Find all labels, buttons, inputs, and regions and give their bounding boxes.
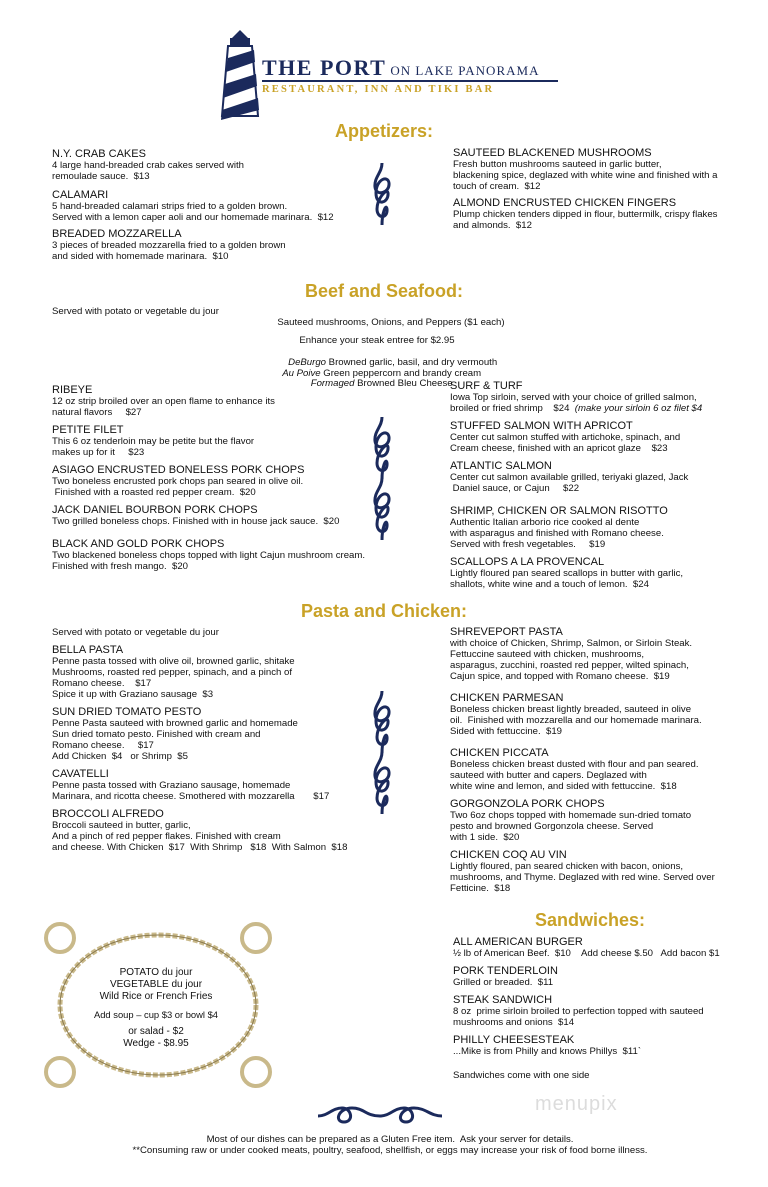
rope-knot-icon [372,752,392,814]
item-desc: oil. Finished with mozzarella and our homemade marinara. [450,715,702,726]
menu-item [453,965,558,988]
item-name: ALL AMERICAN BURGER [453,936,583,948]
brand-on: ON LAKE PANORAMA [390,63,540,78]
sides-box [93,967,219,1050]
side-soup: Add soup – cup $3 or bowl $4 [93,1009,219,1020]
sandwiches-heading: Sandwiches: [534,910,646,930]
item-desc: Center cut salmon stuffed with artichoke, spinach, and [450,432,681,443]
menu-item [450,505,668,550]
item-desc: Penne pasta tossed with olive oil, browned garlic, shitake [52,656,295,667]
item-desc: Fettuccine sauteed with chicken, mushrooms, [450,649,645,660]
side-line: VEGETABLE du jour [109,979,203,990]
menu-item [52,538,365,572]
item-desc: Two blackened boneless chops topped with light Cajun mushroom cream. [52,550,366,561]
item-name: RIBEYE [52,384,93,396]
item-desc: And a pinch of red pepper flakes. Finished with cream [52,831,281,842]
item-desc: sauteed with butter and capers. Deglazed with [450,770,647,781]
item-name: SURF & TURF [450,380,523,392]
item-desc: Broccoli sauteed in butter, garlic, [52,820,191,831]
menu-item [52,768,329,802]
sandwich-note: Sandwiches come with one side [453,1070,590,1081]
item-desc: This 6 oz tenderloin may be petite but the flavor [52,436,255,447]
item-desc: shallots, white wine and a touch of lemon. $24 [450,579,649,590]
menu-item [450,420,680,454]
rope-knot-icon [372,691,392,753]
enhance-line: Enhance your steak entree for $2.95 [299,335,455,346]
footer-gluten: Most of our dishes can be prepared as a Gluten Free item. Ask your server for details. [206,1134,574,1145]
item-desc: Add Chicken $4 or Shrimp $5 [52,751,188,762]
item-desc: Center cut salmon available grilled, teriyaki glazed, Jack [450,472,689,483]
item-desc: Fresh button mushrooms sauteed in garlic butter, [453,159,662,170]
item-desc: Lightly floured pan seared scallops in butter with garlic, [450,568,684,579]
item-desc: blackening spice, deglazed with white wine and finished with a [453,170,718,181]
menu-item [453,936,720,959]
item-name: JACK DANIEL BOURBON PORK CHOPS [52,504,258,516]
item-name: SCALLOPS A LA PROVENCAL [450,556,605,568]
rope-knot-icon [372,163,392,225]
item-desc: Romano cheese. $17 [52,678,152,689]
appetizers-heading: Appetizers: [334,121,433,141]
item-desc: 8 oz prime sirloin broiled to perfection topped with sauteed [453,1006,704,1017]
item-desc: touch of cream. $12 [453,181,541,192]
menu-item [450,747,699,792]
item-desc: 4 large hand-breaded crab cakes served with [52,160,244,171]
item-name: N.Y. CRAB CAKES [52,148,146,160]
item-desc: Two 6oz chops topped with homemade sun-dried tomato [450,810,692,821]
item-desc: Served with a lemon caper aoli and our homemade marinara. $12 [52,212,334,223]
item-name: PORK TENDERLOIN [453,965,558,977]
item-desc: ...Mike is from Philly and knows Phillys $11` [453,1046,642,1057]
item-desc: Fetticine. $18 [450,883,511,894]
item-desc: Boneless chicken breast lightly breaded, sauteed in olive [450,704,692,715]
item-desc: Daniel sauce, or Cajun $22 [450,483,580,494]
item-name: SHRIMP, CHICKEN OR SALMON RISOTTO [450,505,668,517]
item-desc: asparagus, zucchini, roasted red pepper, wilted spinach, [450,660,689,671]
item-name: BREADED MOZZARELLA [52,228,182,240]
menu-item [52,644,295,700]
rope-knot-icon [372,417,392,479]
side-line: POTATO du jour [119,967,193,978]
menu-item [52,228,286,262]
item-desc: and cheese. With Chicken $17 With Shrimp $18 With Salmon $18 [52,842,348,853]
menu-item [52,464,304,498]
menu-item [52,504,339,527]
beef-addons: Sauteed mushrooms, Onions, and Peppers ($1 each) [277,317,505,328]
rope-knot-divider-icon [318,1104,442,1126]
menu-item [52,148,244,182]
item-desc: with 1 side. $20 [450,832,520,843]
menu-item [453,147,718,192]
menu-item [450,692,702,737]
watermark: menupix [535,1093,618,1115]
item-name: ASIAGO ENCRUSTED BONELESS PORK CHOPS [52,464,305,476]
item-name: STEAK SANDWICH [453,994,553,1006]
item-name: SAUTEED BLACKENED MUSHROOMS [453,147,652,159]
item-desc: Penne pasta tossed with Graziano sausage, homemade [52,780,291,791]
menu-item [52,706,298,762]
item-name: CAVATELLI [52,768,109,780]
item-desc: Penne Pasta sauteed with browned garlic and homemade [52,718,298,729]
item-name: BELLA PASTA [52,644,124,656]
enhance-name: Au Poive [282,368,321,379]
item-name: PETITE FILET [52,424,124,436]
item-desc: Served with fresh vegetables. $19 [450,539,606,550]
side-line: Wild Rice or French Fries [99,991,213,1002]
item-desc: mushrooms, and Thyme. Deglazed with red wine. Served over [450,872,715,883]
enhance-desc: Browned Bleu Cheese [354,378,453,389]
menu-item [450,849,715,894]
menu-item [450,626,692,682]
item-desc: Two boneless encrusted pork chops pan seared in olive oil. [52,476,304,487]
item-desc: Sided with fettuccine. $19 [450,726,562,737]
item-desc: and almonds. $12 [453,220,532,231]
menu-item [453,197,717,231]
item-desc: Plump chicken tenders dipped in flour, buttermilk, crispy flakes [453,209,718,220]
menu-item [52,424,254,458]
item-desc: Spice it up with Graziano sausage $3 [52,689,214,700]
item-name: BLACK AND GOLD PORK CHOPS [52,538,225,550]
lighthouse-icon [218,28,262,124]
brand-rule [262,80,558,82]
pasta-note: Served with potato or vegetable du jour [52,627,219,638]
item-desc-text: broiled or fried shrimp $24 [450,403,575,414]
item-desc: Iowa Top sirloin, served with your choice of grilled salmon, [450,392,697,403]
menu-item [52,189,334,223]
item-desc: 12 oz strip broiled over an open flame to enhance its [52,396,275,407]
pasta-chicken-heading: Pasta and Chicken: [300,601,468,621]
item-desc: natural flavors $27 [52,407,142,418]
item-desc: pesto and browned Gorgonzola cheese. Served [450,821,654,832]
side-salad: or salad - $2 [128,1026,184,1037]
item-desc: 5 hand-breaded calamari strips fried to a golden brown. [52,201,288,212]
item-desc: Cream cheese, finished with an apricot glaze $23 [450,443,668,454]
item-name: CHICKEN PARMESAN [450,692,564,704]
item-desc: remoulade sauce. $13 [52,171,150,182]
item-name: ATLANTIC SALMON [450,460,552,472]
item-desc: Lightly floured, pan seared chicken with bacon, onions, [450,861,684,872]
enhance-desc: Green peppercorn and brandy cream [320,368,482,379]
item-desc: Two grilled boneless chops. Finished with in house jack sauce. $20 [52,516,340,527]
item-desc: Finished with fresh mango. $20 [52,561,188,572]
enhance-name: DeBurgo [288,357,327,368]
item-desc: Romano cheese. $17 [52,740,154,751]
menu-item [453,994,704,1028]
item-desc: Boneless chicken breast dusted with flour and pan seared. [450,759,699,770]
item-name: BROCCOLI ALFREDO [52,808,164,820]
rope-knot-icon [372,478,392,540]
item-desc: ½ lb of American Beef. $10 Add cheese $.50 Add bacon $1 [453,948,720,959]
item-upgrade: (make your sirloin 6 oz filet $4 [574,403,703,414]
menu-item [450,798,691,843]
menu-item [450,556,683,590]
item-desc: Marinara, and ricotta cheese. Smothered with mozzarella $17 [52,791,330,802]
enhance-name: Formaged [310,378,355,389]
item-name: PHILLY CHEESESTEAK [453,1034,575,1046]
beef-seafood-heading: Beef and Seafood: [304,281,464,301]
item-desc: Authentic Italian arborio rice cooked al dente [450,517,640,528]
beef-note: Served with potato or vegetable du jour [52,306,219,317]
item-desc: mushrooms and onions $14 [453,1017,575,1028]
footer-warning: **Consuming raw or under cooked meats, poultry, seafood, shellfish, or eggs may increase your risk of food borne illness. [132,1145,648,1156]
brand-title [262,55,539,81]
item-name: CALAMARI [52,189,109,201]
item-desc: with asparagus and finished with Romano cheese. [450,528,664,539]
item-name: CHICKEN COQ AU VIN [450,849,567,861]
brand-subtitle: RESTAURANT, INN AND TIKI BAR [262,84,495,95]
item-desc: Sun dried tomato pesto. Finished with cream and [52,729,261,740]
item-desc [450,403,702,414]
item-name: CHICKEN PICCATA [450,747,549,759]
menu-item [52,384,275,418]
item-desc: and sided with homemade marinara. $10 [52,251,229,262]
item-name: STUFFED SALMON WITH APRICOT [450,420,633,432]
item-name: GORGONZOLA PORK CHOPS [450,798,605,810]
enhance-desc: Browned garlic, basil, and dry vermouth [326,357,498,368]
menu-item [453,1034,641,1057]
menu-item [450,380,702,414]
item-desc: Grilled or breaded. $11 [453,977,554,988]
menu-item [450,460,688,494]
side-wedge: Wedge - $8.95 [123,1038,189,1049]
item-name: SHREVEPORT PASTA [450,626,563,638]
item-name: ALMOND ENCRUSTED CHICKEN FINGERS [453,197,677,209]
item-desc: Cajun spice, and topped with Romano cheese. $19 [450,671,670,682]
item-name: SUN DRIED TOMATO PESTO [52,706,202,718]
item-desc: 3 pieces of breaded mozzarella fried to a golden brown [52,240,286,251]
brand-main: THE PORT [262,55,387,80]
menu-item [52,808,347,853]
item-desc: Finished with a roasted red pepper cream. $20 [52,487,256,498]
item-desc: with choice of Chicken, Shrimp, Salmon, or Sirloin Steak. [450,638,693,649]
item-desc: makes up for it $23 [52,447,145,458]
item-desc: Mushrooms, roasted red pepper, spinach, and a pinch of [52,667,292,678]
item-desc: white wine and lemon, and sided with fettuccine. $18 [450,781,677,792]
